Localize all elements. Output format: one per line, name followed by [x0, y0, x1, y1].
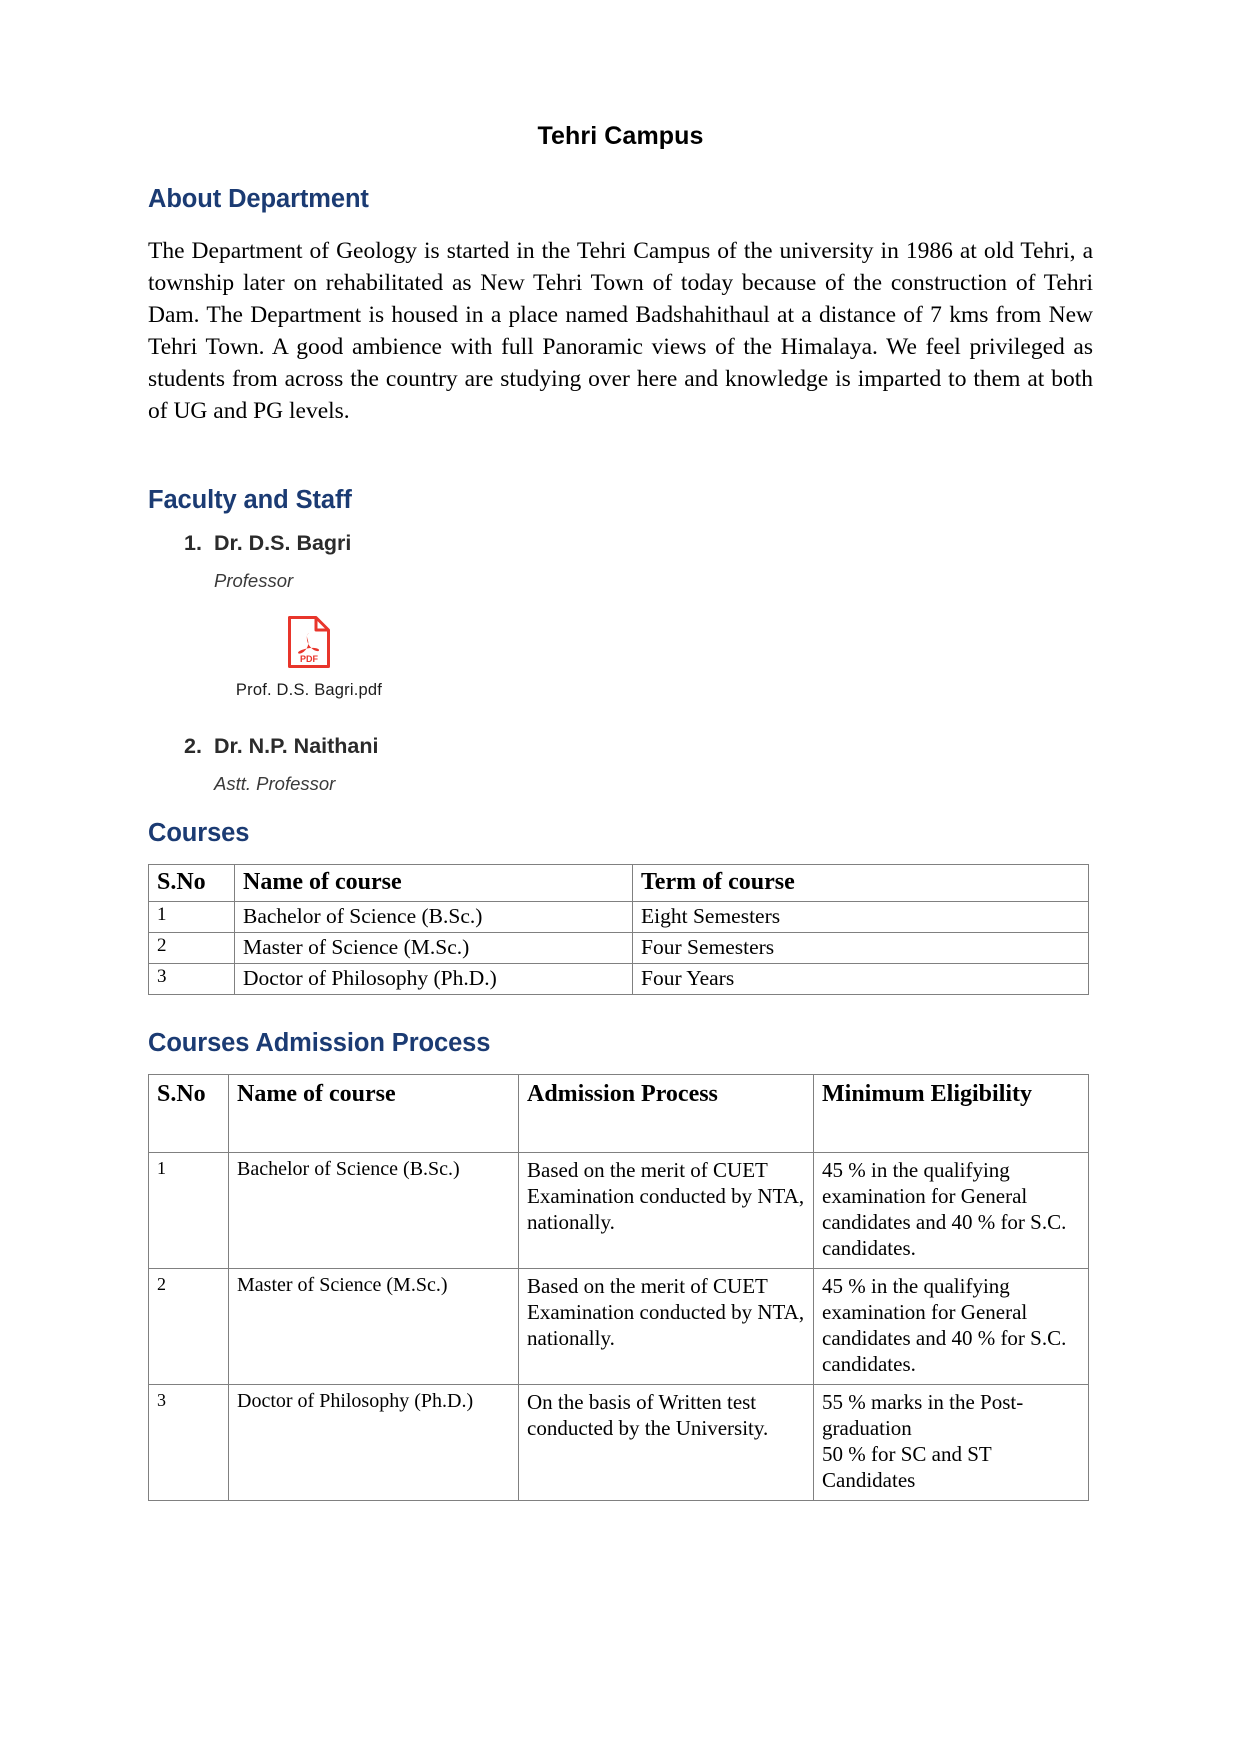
column-header-sno: S.No — [149, 864, 235, 901]
cell-course-name: Master of Science (M.Sc.) — [235, 932, 633, 963]
faculty-designation: Professor — [214, 569, 294, 591]
column-header-minimum-eligibility: Minimum Eligibility — [814, 1074, 1089, 1152]
pdf-attachment-filename[interactable]: Prof. D.S. Bagri.pdf — [235, 680, 383, 699]
cell-admission-process: Based on the merit of CUET Examination conducted by NTA, nationally. — [519, 1152, 814, 1268]
cell-course-term: Four Years — [633, 963, 1089, 994]
table-row — [149, 963, 1089, 994]
cell-sno: 3 — [149, 963, 235, 994]
cell-course-name: Bachelor of Science (B.Sc.) — [235, 901, 633, 932]
svg-text:PDF: PDF — [300, 653, 318, 664]
cell-course-name: Bachelor of Science (B.Sc.) — [229, 1152, 519, 1268]
cell-sno: 3 — [149, 1384, 229, 1500]
cell-course-term: Four Semesters — [633, 932, 1089, 963]
cell-course-name: Master of Science (M.Sc.) — [229, 1268, 519, 1384]
courses-table — [148, 864, 1089, 995]
table-row — [149, 932, 1089, 963]
faculty-list — [148, 531, 1093, 795]
eligibility-line: 50 % for SC and ST Candidates — [822, 1442, 992, 1493]
cell-admission-process: Based on the merit of CUET Examination conducted by NTA, nationally. — [519, 1268, 814, 1384]
table-header-row — [149, 1074, 1089, 1152]
faculty-name: Dr. N.P. Naithani — [214, 733, 379, 758]
list-item — [148, 531, 1093, 700]
cell-course-name: Doctor of Philosophy (Ph.D.) — [229, 1384, 519, 1500]
spacer — [148, 799, 1093, 819]
faculty-name: Dr. D.S. Bagri — [214, 530, 352, 555]
eligibility-line: 55 % marks in the Post-graduation — [822, 1389, 1024, 1440]
section-heading-courses-admission-process: Courses Admission Process — [148, 1028, 491, 1057]
page-title: Tehri Campus — [537, 122, 704, 150]
faculty-name-row — [184, 734, 1093, 759]
pdf-attachment-link[interactable] — [214, 614, 404, 700]
column-header-term-of-course: Term of course — [633, 864, 1089, 901]
column-header-name-of-course: Name of course — [229, 1074, 519, 1152]
table-row — [149, 1268, 1089, 1384]
table-row — [149, 1152, 1089, 1268]
spacer — [148, 428, 1093, 486]
cell-sno: 1 — [149, 1152, 229, 1268]
cell-minimum-eligibility — [814, 1384, 1089, 1500]
cell-course-term: Eight Semesters — [633, 901, 1089, 932]
table-row — [149, 901, 1089, 932]
section-heading-courses: Courses — [148, 818, 250, 847]
spacer — [148, 995, 1093, 1029]
cell-sno: 1 — [149, 901, 235, 932]
cell-minimum-eligibility: 45 % in the qualifying examination for General candidates and 40 % for S.C. candidates. — [814, 1268, 1089, 1384]
column-header-name-of-course: Name of course — [235, 864, 633, 901]
faculty-name-row — [184, 531, 1093, 556]
cell-sno: 2 — [149, 1268, 229, 1384]
faculty-designation: Astt. Professor — [214, 772, 336, 794]
column-header-admission-process: Admission Process — [519, 1074, 814, 1152]
faculty-item-number: 2. — [184, 733, 202, 758]
cell-minimum-eligibility: 45 % in the qualifying examination for General candidates and 40 % for S.C. candidates. — [814, 1152, 1089, 1268]
section-heading-faculty-and-staff: Faculty and Staff — [148, 485, 352, 514]
table-row — [149, 1384, 1089, 1500]
cell-course-name: Doctor of Philosophy (Ph.D.) — [235, 963, 633, 994]
courses-admission-process-table — [148, 1074, 1089, 1501]
pdf-file-icon[interactable] — [214, 614, 404, 675]
list-item — [148, 734, 1093, 795]
cell-admission-process: On the basis of Written test conducted by the University. — [519, 1384, 814, 1500]
cell-sno: 2 — [149, 932, 235, 963]
faculty-item-number: 1. — [184, 530, 202, 555]
table-header-row — [149, 864, 1089, 901]
column-header-sno: S.No — [149, 1074, 229, 1152]
about-department-paragraph: The Department of Geology is started in the Tehri Campus of the university in 1986 at old Tehri, a township later on rehabilitated as New Tehri Town of today because of the construction of Tehri Dam. The Department is housed in a place named Badshahithaul at a distance of 7 kms from New Tehri Town. A good ambience with full Panoramic views of the Himalaya. We feel privileged as students from across the country are studying over here and knowledge is imparted to them at both of UG and PG levels. — [148, 238, 1093, 424]
section-heading-about-department: About Department — [148, 185, 369, 213]
